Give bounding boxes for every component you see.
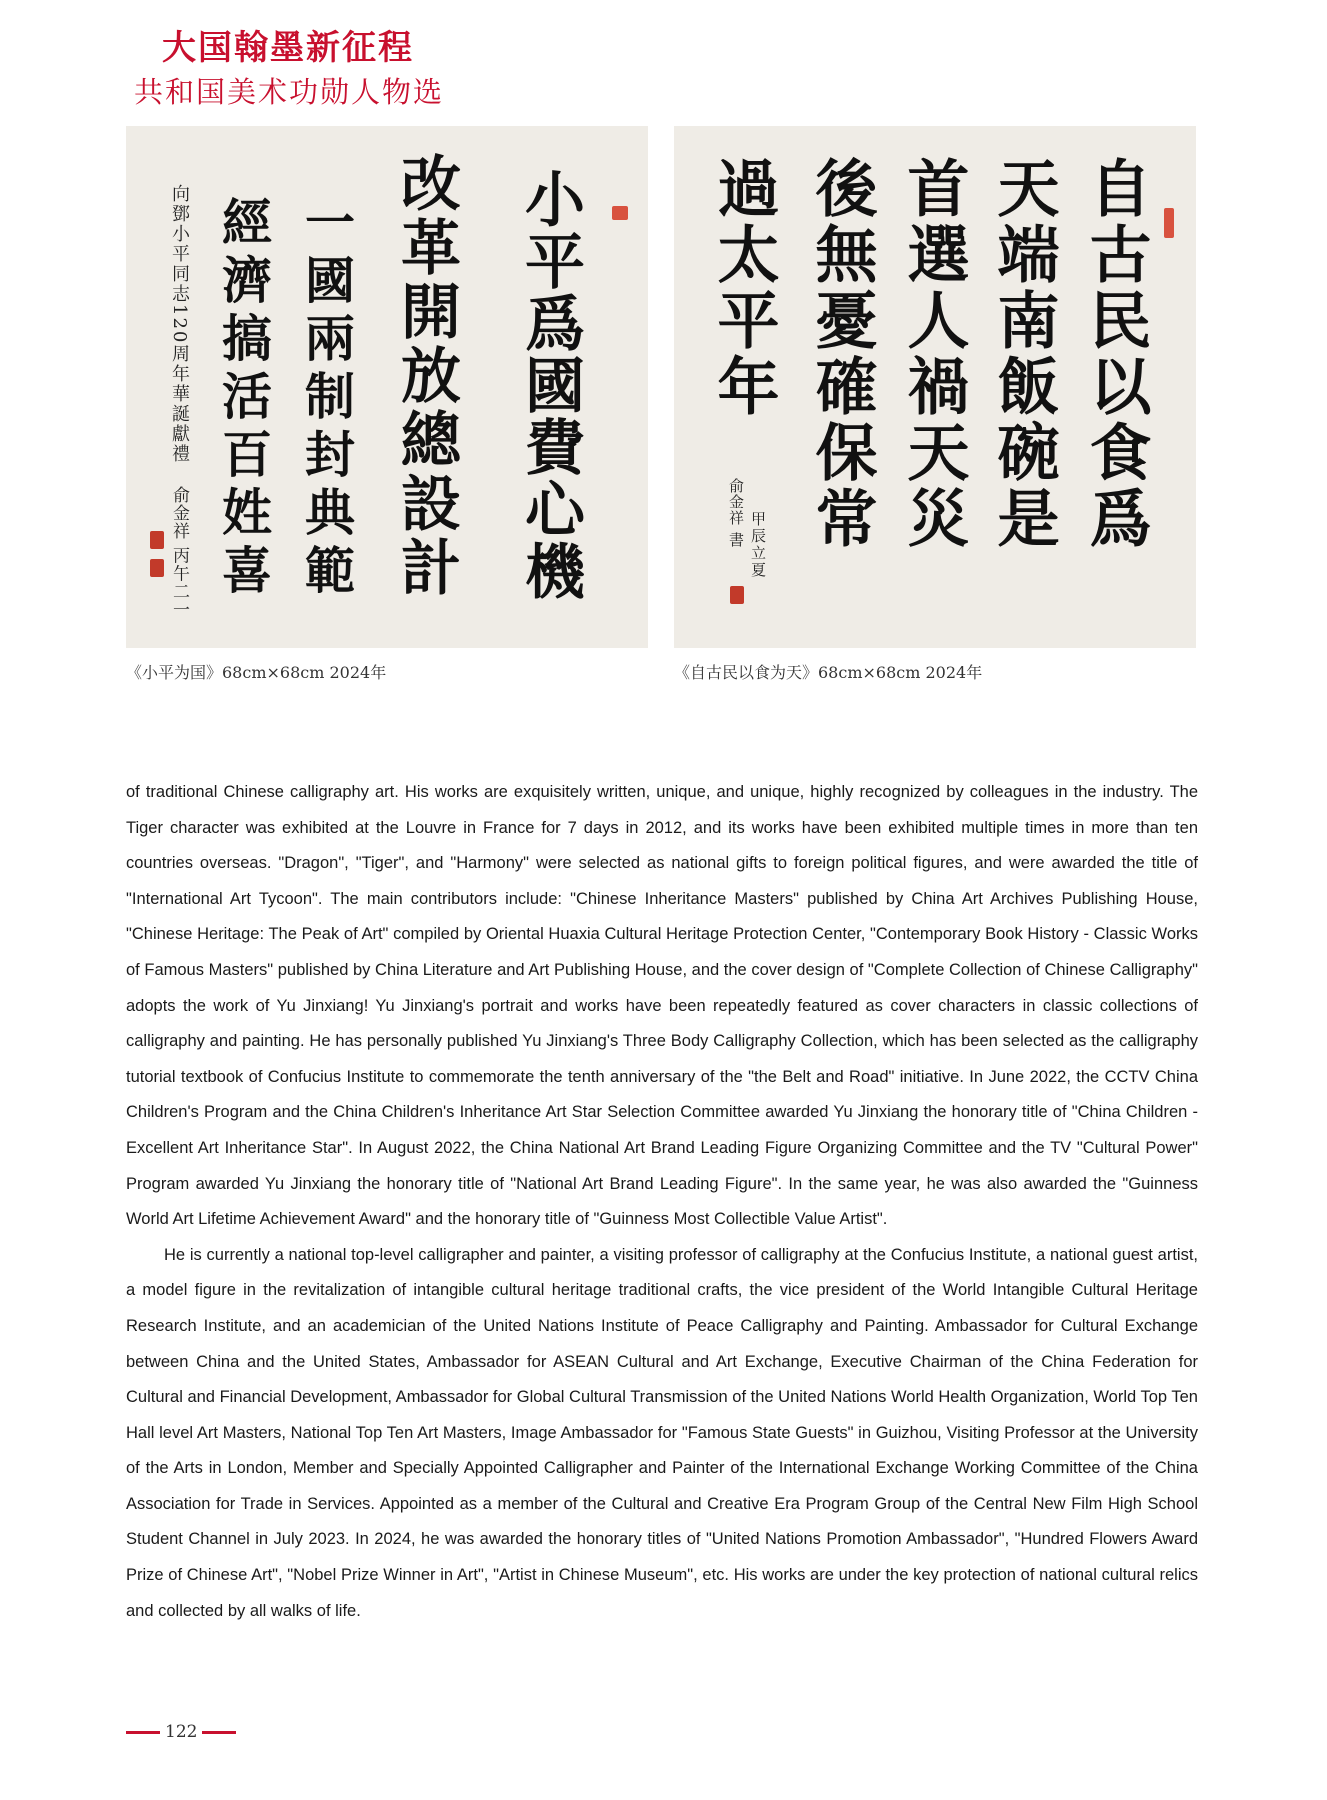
body-paragraph: He is currently a national top-level calligrapher and painter, a visiting professor of calligraphy at the Confucius Institute, a national guest artist, a model figure in the revitalization of intangible cultural heritage traditional crafts, the vice president of the World Intangible Cultural Heritage Research Institute, and an academician of the United Nations Institute of Peace Calligraphy and Painting. Ambassador for Cultural Exchange between China and the United States, Ambassador for ASEAN Cultural and Art Exchange, Executive Chairman of the China Federation for Cultural and Financial Development, Ambassador for Global Cultural Transmission of the United Nations World Health Organization, World Top Ten Hall level Art Masters, National Top Ten Art Masters, Image Ambassador for "Famous State Guests" in Guizhou, Visiting Professor at the University of the Arts in London, Member and Specially Appointed Calligrapher and Painter of the International Exchange Working Committee of the China Association for Trade in Services. Appointed as a member of the Cultural and Creative Era Program Group of the Central New Film High School Student Channel in July 2023. In 2024, he was awarded the honorary titles of "United Nations Promotion Ambassador", "Hundred Flowers Award Prize of Chinese Art", "Nobel Prize Winner in Art", "Artist in Chinese Museum", etc. His works are under the key protection of national cultural relics and collected by all walks of life.	[126, 1245, 1198, 1620]
calligraphy-column	[987, 156, 1060, 552]
seal-stamp	[150, 559, 164, 577]
page-number	[126, 1722, 236, 1742]
calligraphy-column	[707, 156, 780, 420]
page-number-text: 122	[165, 1722, 198, 1742]
inscription-signature	[728, 478, 743, 548]
calligraphy-column	[1079, 156, 1152, 552]
page-subtitle: 共和国美术功勋人物选	[134, 75, 445, 109]
calligraphy-text: 天端南飯碗是	[987, 156, 1060, 552]
calligraphy-column	[214, 196, 273, 602]
calligraphy-text: 後無憂確保常	[805, 156, 878, 552]
signature-text: 俞金祥 丙午二一	[169, 486, 189, 619]
artwork-xiaoping	[126, 126, 648, 648]
artwork-caption: 《小平为国》68cm×68cm 2024年	[126, 663, 387, 682]
artwork-zigu-min	[674, 126, 1196, 648]
page-number-rule	[126, 1731, 160, 1734]
calligraphy-text: 小平爲國費心機	[515, 168, 585, 602]
seal-stamp	[730, 586, 744, 604]
calligraphy-column	[805, 156, 878, 552]
calligraphy-text: 自古民以食爲	[1079, 156, 1152, 552]
signature-text: 俞金祥 書	[727, 478, 745, 548]
seal-stamp	[1164, 208, 1174, 238]
calligraphy-text: 過太平年	[707, 156, 780, 420]
page-number-rule	[202, 1731, 236, 1734]
calligraphy-text: 改革開放總設計	[391, 152, 461, 600]
calligraphy-column	[297, 196, 356, 602]
artwork-caption: 《自古民以食为天》68cm×68cm 2024年	[674, 663, 983, 682]
inscription	[750, 511, 765, 579]
inscription-text: 甲辰立夏	[749, 511, 767, 579]
seal-stamp	[612, 206, 628, 220]
inscription-text: 向鄧小平同志120周年華誕獻禮	[169, 184, 190, 465]
calligraphy-column	[391, 152, 461, 600]
page-title: 大国翰墨新征程	[162, 28, 414, 68]
calligraphy-text: 經濟搞活百姓喜	[214, 196, 273, 602]
article-body	[126, 775, 1198, 1629]
calligraphy-column	[515, 168, 585, 602]
inscription-signature	[170, 486, 187, 618]
calligraphy-column	[897, 156, 970, 552]
body-paragraph: of traditional Chinese calligraphy art. His works are exquisitely written, unique, and unique, highly recognized by colleagues in the industry. The Tiger character was exhibited at the Louvre in France for 7 days in 2012, and its works have been exhibited multiple times in more than ten countries overseas. "Dragon", "Tiger", and "Harmony" were selected as national gifts to foreign political figures, and were awarded the title of "International Art Tycoon". The main contributors include: "Chinese Inheritance Masters" published by China Art Archives Publishing House, "Chinese Heritage: The Peak of Art" compiled by Oriental Huaxia Cultural Heritage Protection Center, "Contemporary Book History - Classic Works of Famous Masters" published by China Literature and Art Publishing House, and the cover design of "Complete Collection of Chinese Calligraphy" adopts the work of Yu Jinxiang! Yu Jinxiang's portrait and works have been repeatedly featured as cover characters in classic collections of calligraphy and painting. He has personally published Yu Jinxiang's Three Body Calligraphy Collection, which has been selected as the calligraphy tutorial textbook of Confucius Institute to commemorate the tenth anniversary of the "the Belt and Road" initiative. In June 2022, the CCTV China Children's Program and the China Children's Inheritance Art Star Selection Committee awarded Yu Jinxiang the honorary title of "China Children - Excellent Art Inheritance Star". In August 2022, the China National Art Brand Leading Figure Organizing Committee and the TV "Cultural Power" Program awarded Yu Jinxiang the honorary title of "National Art Brand Leading Figure". In the same year, he was also awarded the "Guinness World Art Lifetime Achievement Award" and the honorary title of "Guinness Most Collectible Value Artist".	[126, 783, 1198, 1229]
calligraphy-text: 首選人禍天災	[897, 156, 970, 552]
inscription	[170, 184, 188, 464]
seal-stamp	[150, 531, 164, 549]
calligraphy-text: 一國兩制封典範	[297, 196, 356, 602]
